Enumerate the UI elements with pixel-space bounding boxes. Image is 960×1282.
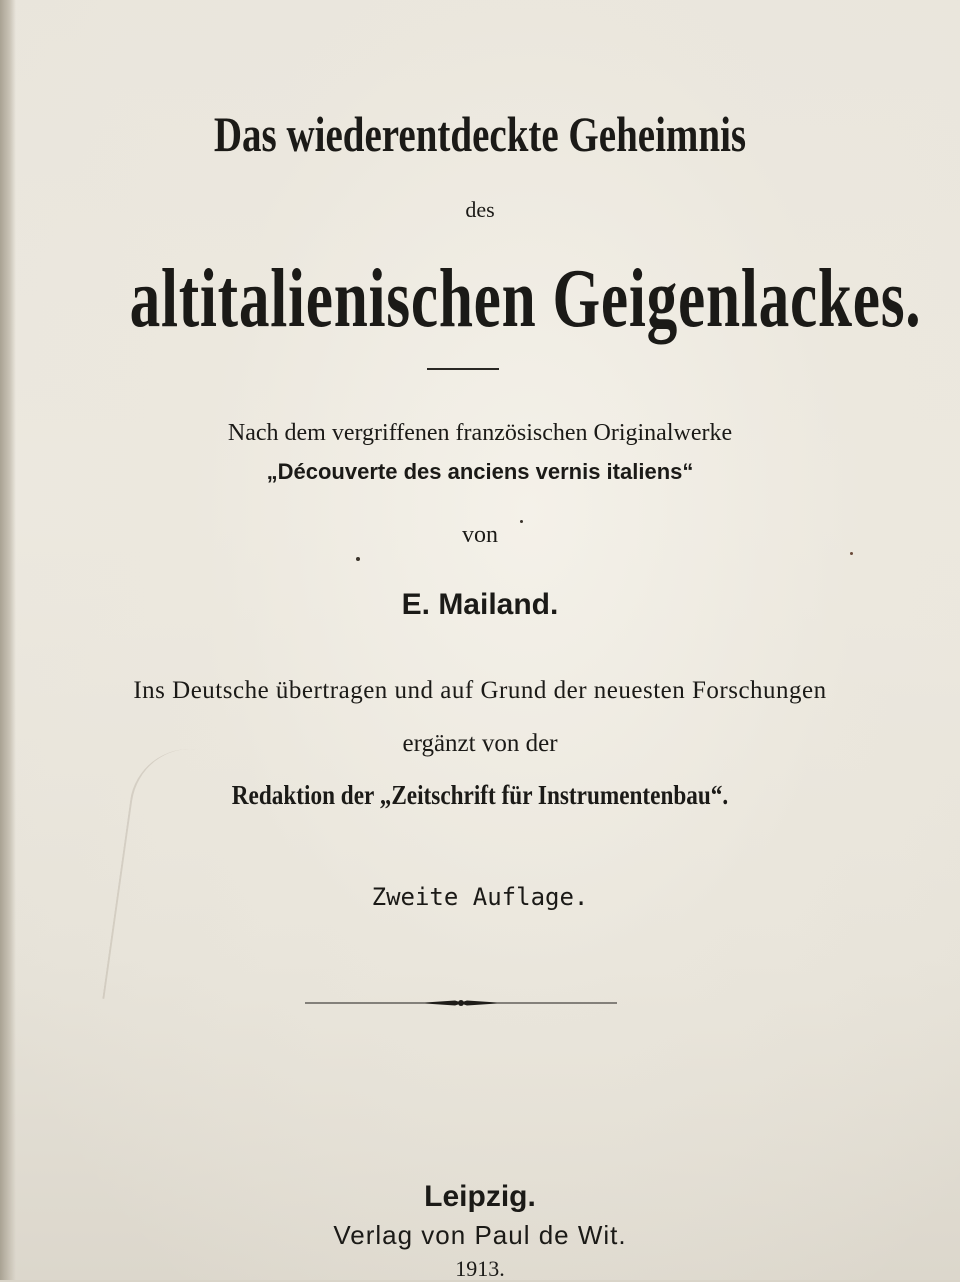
imprint-publisher: Verlag von Paul de Wit.	[333, 1220, 627, 1250]
title-line-3: altitalienischen Geigenlackes.	[129, 252, 922, 345]
imprint-city: Leipzig.	[424, 1180, 536, 1213]
short-divider	[427, 368, 499, 370]
title-line-1: Das wiederentdeckte Geheimnis	[213, 106, 747, 162]
ink-speck	[520, 520, 523, 523]
translation-line-1: Ins Deutsche übertragen und auf Grund der neuesten Forschungen	[133, 677, 827, 704]
by-line: von	[462, 522, 498, 548]
source-title: „Découverte des anciens vernis italiens“	[266, 459, 694, 484]
imprint-year: 1913.	[455, 1256, 505, 1281]
ornamental-rule	[305, 993, 617, 1013]
translation-line-2: ergänzt von der	[402, 730, 558, 757]
editor-line: Redaktion der „Zeitschrift für Instrumentenbau“.	[231, 780, 729, 810]
ink-speck	[356, 557, 360, 561]
edition-line: Zweite Auflage.	[371, 883, 589, 911]
title-line-2: des	[465, 197, 495, 222]
author-name: E. Mailand.	[401, 588, 559, 621]
source-intro: Nach dem vergriffenen französischen Originalwerke	[227, 420, 733, 446]
page-edge	[0, 0, 16, 1280]
ink-speck	[850, 552, 853, 555]
